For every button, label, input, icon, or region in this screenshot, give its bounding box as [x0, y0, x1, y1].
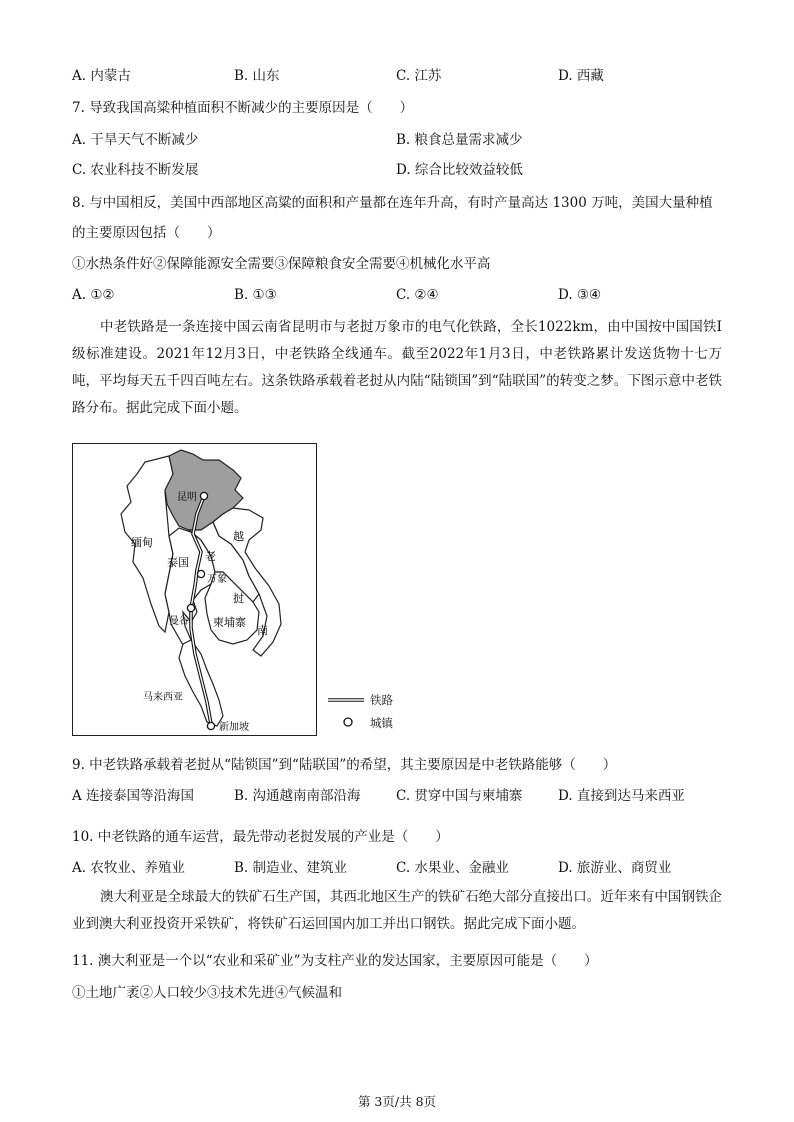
- label-vientiane: 万象: [207, 574, 227, 585]
- q7-stem: 7. 导致我国高粱种植面积不断减少的主要原因是（ ）: [72, 100, 414, 116]
- q9-option-a: A 连接泰国等沿海国: [72, 788, 195, 804]
- label-kunming: 昆明: [177, 492, 197, 503]
- q10-option-c: C. 水果业、金融业: [396, 860, 509, 876]
- town-bangkok: [187, 604, 194, 611]
- legend-railway-label: 铁路: [370, 693, 393, 707]
- q8-option-a: A. ①②: [72, 287, 115, 303]
- legend-town-symbol: [344, 718, 352, 726]
- legend-town-label: 城镇: [370, 716, 393, 730]
- town-singapore: [207, 722, 214, 729]
- q8-statements: ①水热条件好②保障能源安全需要③保障粮食安全需要④机械化水平高: [72, 256, 491, 272]
- q6-option-d: D. 西藏: [558, 68, 604, 84]
- passage-china-laos-railway: 中老铁路是一条连接中国云南省昆明市与老挝万象市的电气化铁路，全长1022km，由中国按中国国铁Ⅰ级标准建设。2021年12月3日，中老铁路全线通车。截至2022年1月3日，中老铁路累计发送货物十七万吨，平均每天五千四百吨左右。这条铁路承载着老挝从内陆“陆锁国”到“陆联国”的转变之梦。下图示意中老铁路分布。据此完成下面小题。: [72, 319, 722, 416]
- label-laos-1: 老: [205, 550, 216, 563]
- legend-symbols: [326, 692, 368, 732]
- q10-option-b: B. 制造业、建筑业: [234, 860, 348, 876]
- label-vietnam-2: 南: [257, 624, 268, 637]
- q7-option-a: A. 干旱天气不断减少: [72, 132, 199, 148]
- q8-option-b: B. ①③: [234, 287, 277, 303]
- label-bangkok: 曼谷: [169, 616, 189, 627]
- q10-stem: 10. 中老铁路的通车运营，最先带动老挝发展的产业是（ ）: [72, 829, 449, 845]
- q7-option-d: D. 综合比较效益较低: [396, 162, 523, 178]
- q9-option-d: D. 直接到达马来西亚: [558, 788, 685, 804]
- q10-option-a: A. 农牧业、养殖业: [72, 860, 185, 876]
- q10-option-d: D. 旅游业、商贸业: [558, 860, 672, 876]
- label-cambodia: 柬埔寨: [213, 616, 246, 629]
- q11-statements: ①土地广袤②人口较少③技术先进④气候温和: [72, 985, 342, 1001]
- q8-option-d: D. ③④: [558, 287, 602, 303]
- q9-option-c: C. 贯穿中国与柬埔寨: [396, 788, 523, 804]
- passage-australia-iron-ore: 澳大利亚是全球最大的铁矿石生产国，其西北地区生产的铁矿石绝大部分直接出口。近年来有中国钢铁企业到澳大利亚投资开采铁矿，将铁矿石运回国内加工并出口钢铁。据此完成下面小题。: [72, 889, 722, 932]
- q11-stem: 11. 澳大利亚是一个以“农业和采矿业”为支柱产业的发达国家，主要原因可能是（ ）: [72, 953, 598, 969]
- label-thailand: 泰国: [167, 556, 189, 569]
- q7-option-c: C. 农业科技不断发展: [72, 162, 199, 178]
- q9-option-b: B. 沟通越南南部沿海: [234, 788, 361, 804]
- q8-option-c: C. ②④: [396, 287, 439, 303]
- railway-map-figure: [72, 443, 317, 736]
- label-vietnam-1: 越: [233, 530, 244, 543]
- q6-option-a: A. 内蒙古: [72, 68, 131, 84]
- town-kunming: [200, 492, 207, 499]
- q8-stem-line2: 的主要原因包括（ ）: [72, 225, 221, 241]
- q7-option-b: B. 粮食总量需求减少: [396, 132, 523, 148]
- q6-option-b: B. 山东: [234, 68, 280, 84]
- page-number: 第 3页/共 8页: [357, 1094, 437, 1109]
- label-singapore: 新加坡: [219, 722, 249, 733]
- label-myanmar: 缅甸: [131, 536, 153, 549]
- q9-stem: 9. 中老铁路承载着老挝从“陆锁国”到“陆联国”的希望，其主要原因是中老铁路能够（ ）: [72, 757, 617, 773]
- q8-stem-line1: 8. 与中国相反，美国中西部地区高粱的面积和产量都在连年升高，有时产量高达 1300 万吨，美国大量种植: [72, 195, 713, 211]
- q6-option-c: C. 江苏: [396, 68, 442, 84]
- railway-map: [73, 444, 316, 735]
- label-laos-2: 挝: [233, 592, 244, 605]
- town-vientiane: [197, 570, 204, 577]
- label-malaysia: 马来西亚: [143, 692, 183, 703]
